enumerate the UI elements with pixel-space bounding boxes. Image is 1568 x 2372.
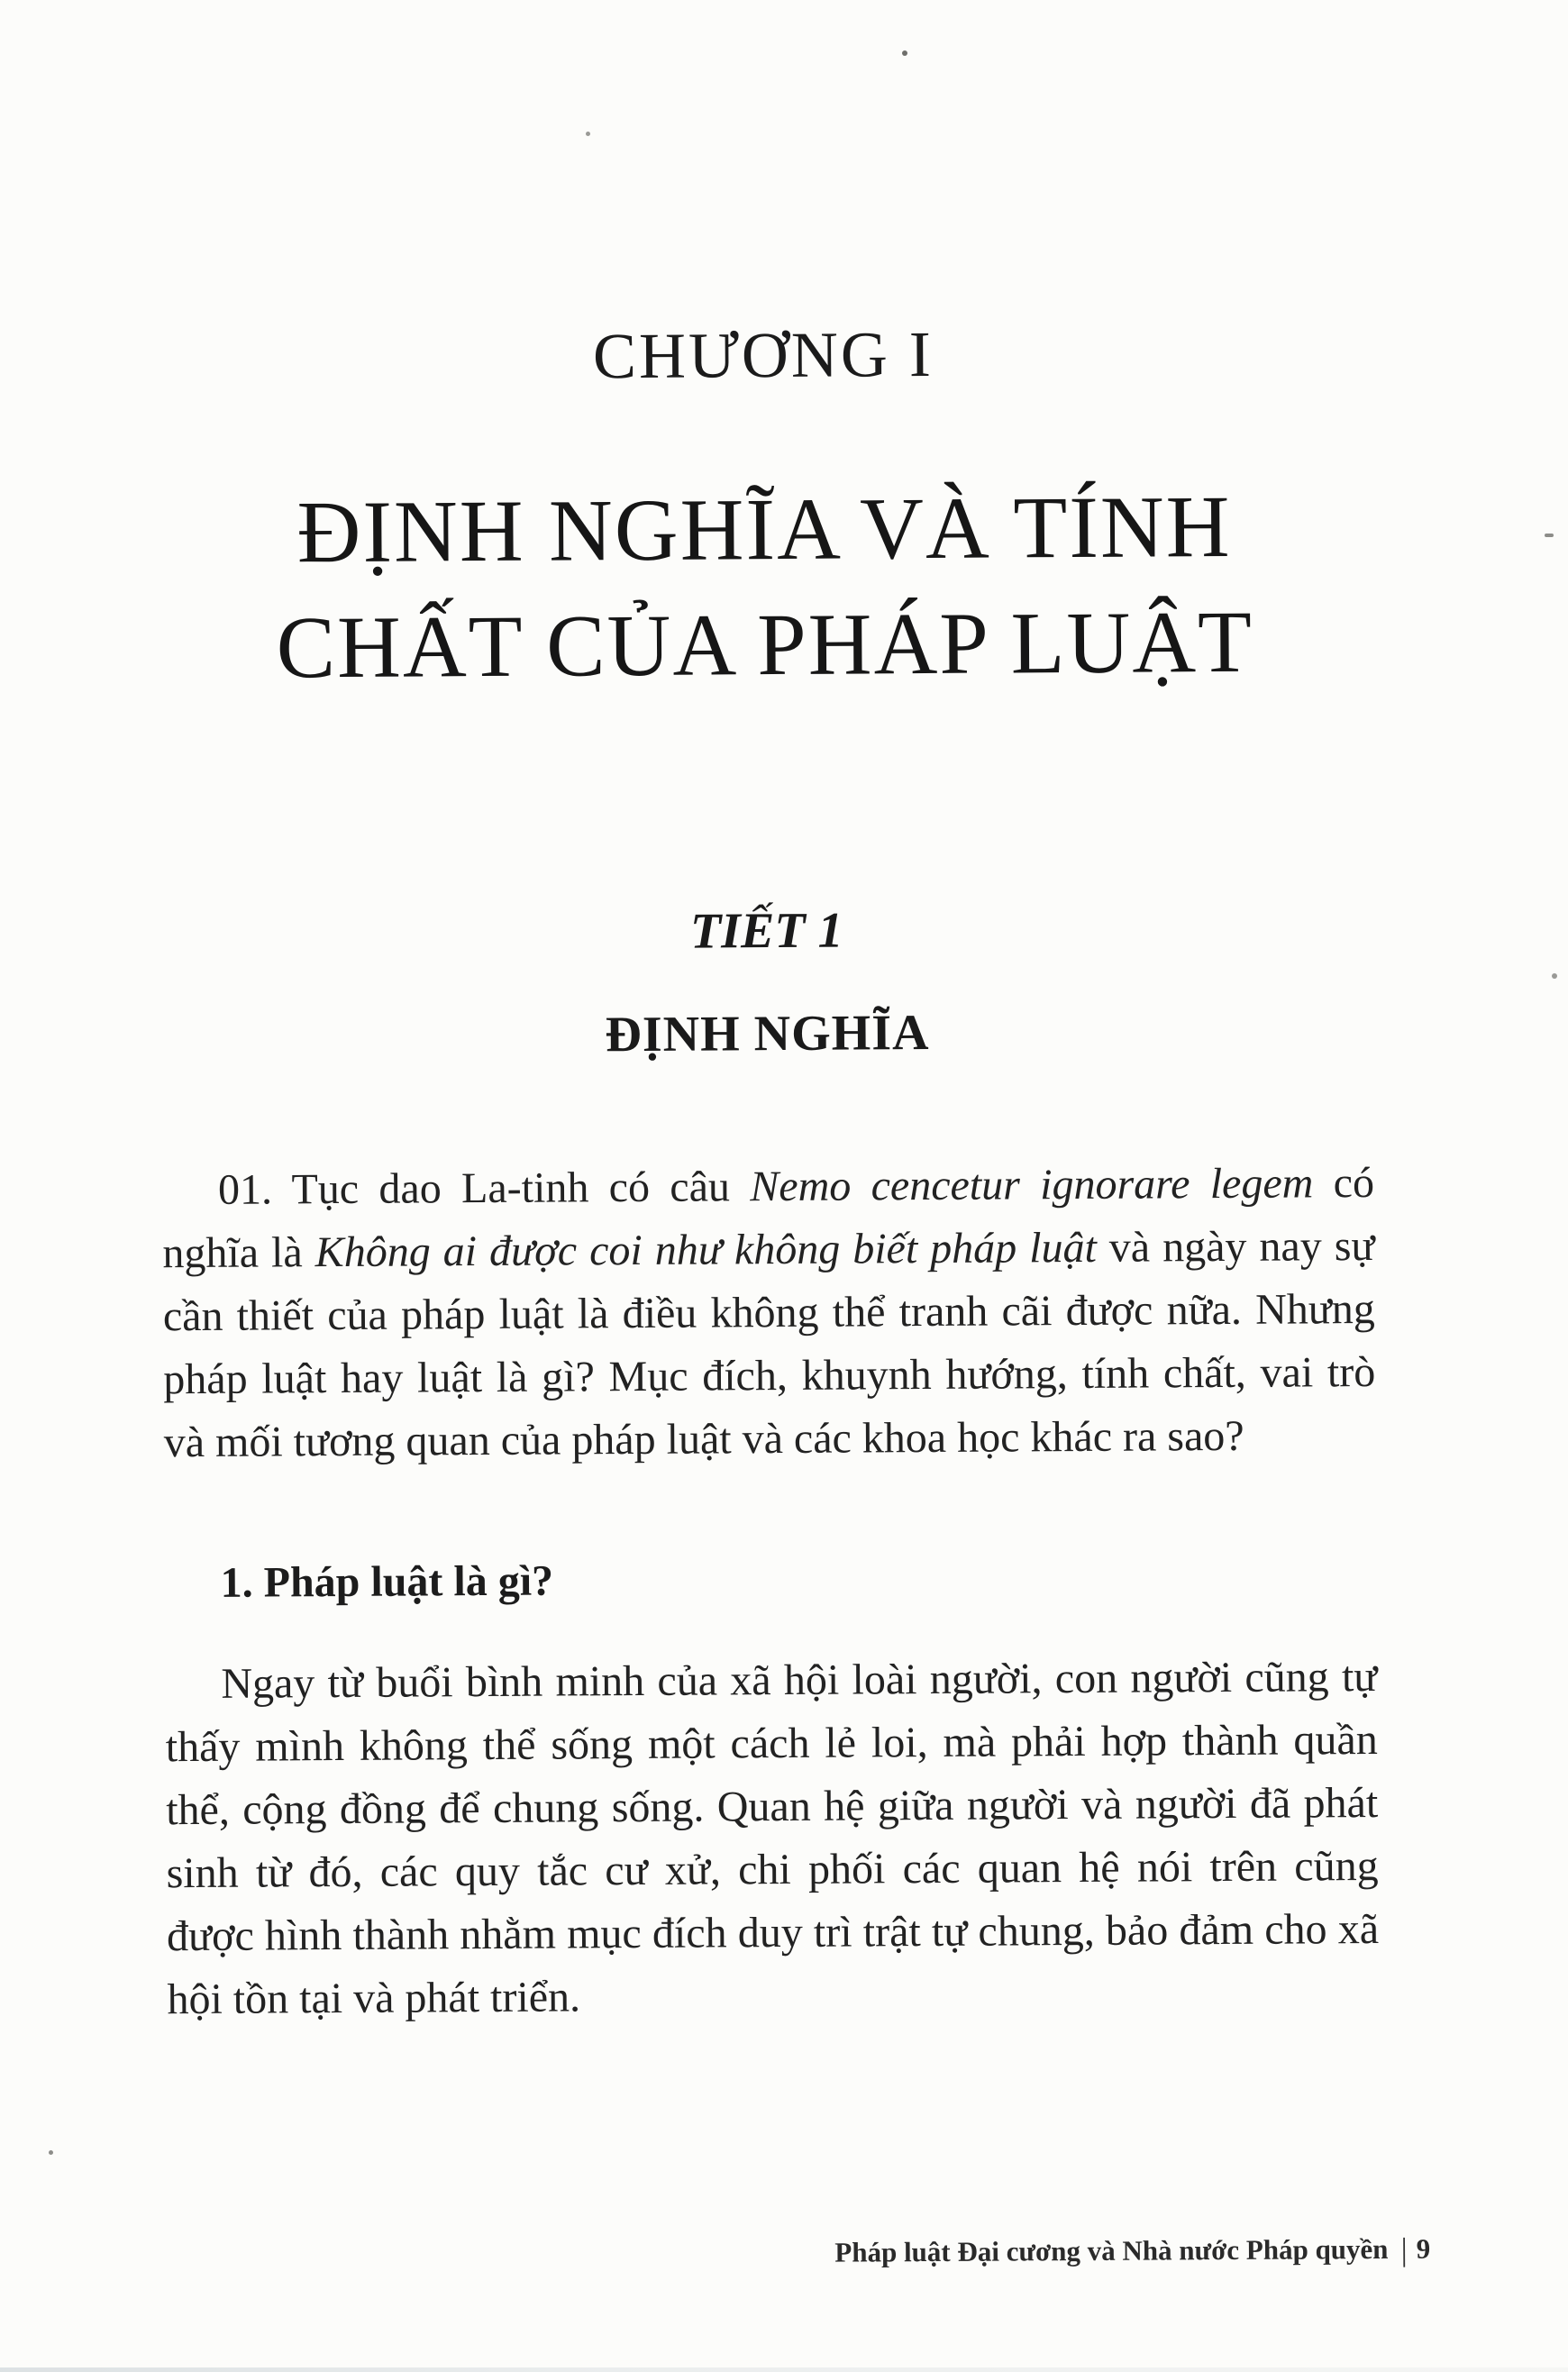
subheading: 1. Pháp luật là gì?	[220, 1556, 554, 1607]
section-title: ĐỊNH NGHĨA	[605, 1005, 930, 1063]
text-segment: có nghĩa là	[162, 1158, 1375, 1278]
footer-separator: |	[1400, 2231, 1408, 2267]
page-footer	[834, 2231, 1430, 2271]
chapter-title-line-2: CHẤT CỦA PHÁP LUẬT	[276, 593, 1254, 698]
translated-quote: Không ai được coi như không biết pháp luật	[315, 1223, 1098, 1277]
scan-speck	[902, 50, 907, 56]
scan-speck	[1545, 534, 1554, 537]
section-label: TIẾT 1	[689, 902, 843, 960]
chapter-title	[158, 469, 1372, 707]
running-footer-title: Pháp luật Đại cương và Nhà nước Pháp quyền	[834, 2232, 1389, 2268]
scan-speck	[586, 132, 590, 136]
scan-speck	[1552, 973, 1557, 979]
text-segment: 01. Tục dao La-tinh có câu	[217, 1163, 751, 1214]
scan-edge-artifact	[0, 2367, 1568, 2372]
chapter-label: CHƯƠNG I	[592, 317, 934, 393]
paragraph-1	[162, 1152, 1376, 1474]
paragraph-2: Ngay từ buổi bình minh của xã hội loài người, con người cũng tự thấy mình không thể sống một cách lẻ loi, mà phải hợp thành quần thể, cộng đồng để chung sống. Quan hệ giữa người và người đã phát sinh từ đó, các quy tắc cư xử, chi phối các quan hệ nói trên cũng được hình thành nhằm mục đích duy trì trật tự chung, bảo đảm cho xã hội tồn tại và phát triển.	[165, 1652, 1380, 2024]
page-number: 9	[1416, 2232, 1431, 2265]
scan-speck	[49, 2150, 53, 2155]
text-segment: và ngày nay sự cần thiết của pháp luật là điều không thể tranh cãi được nữa. Nhưng pháp luật hay luật là gì? Mục đích, khuynh hướng, tính chất, vai trò và mối tương quan của pháp luật và các khoa học khác ra sao?	[162, 1221, 1376, 1467]
latin-quote: Nemo cencetur ignorare legem	[750, 1159, 1314, 1211]
chapter-title-line-1: ĐỊNH NGHĨA VÀ TÍNH	[296, 478, 1232, 582]
